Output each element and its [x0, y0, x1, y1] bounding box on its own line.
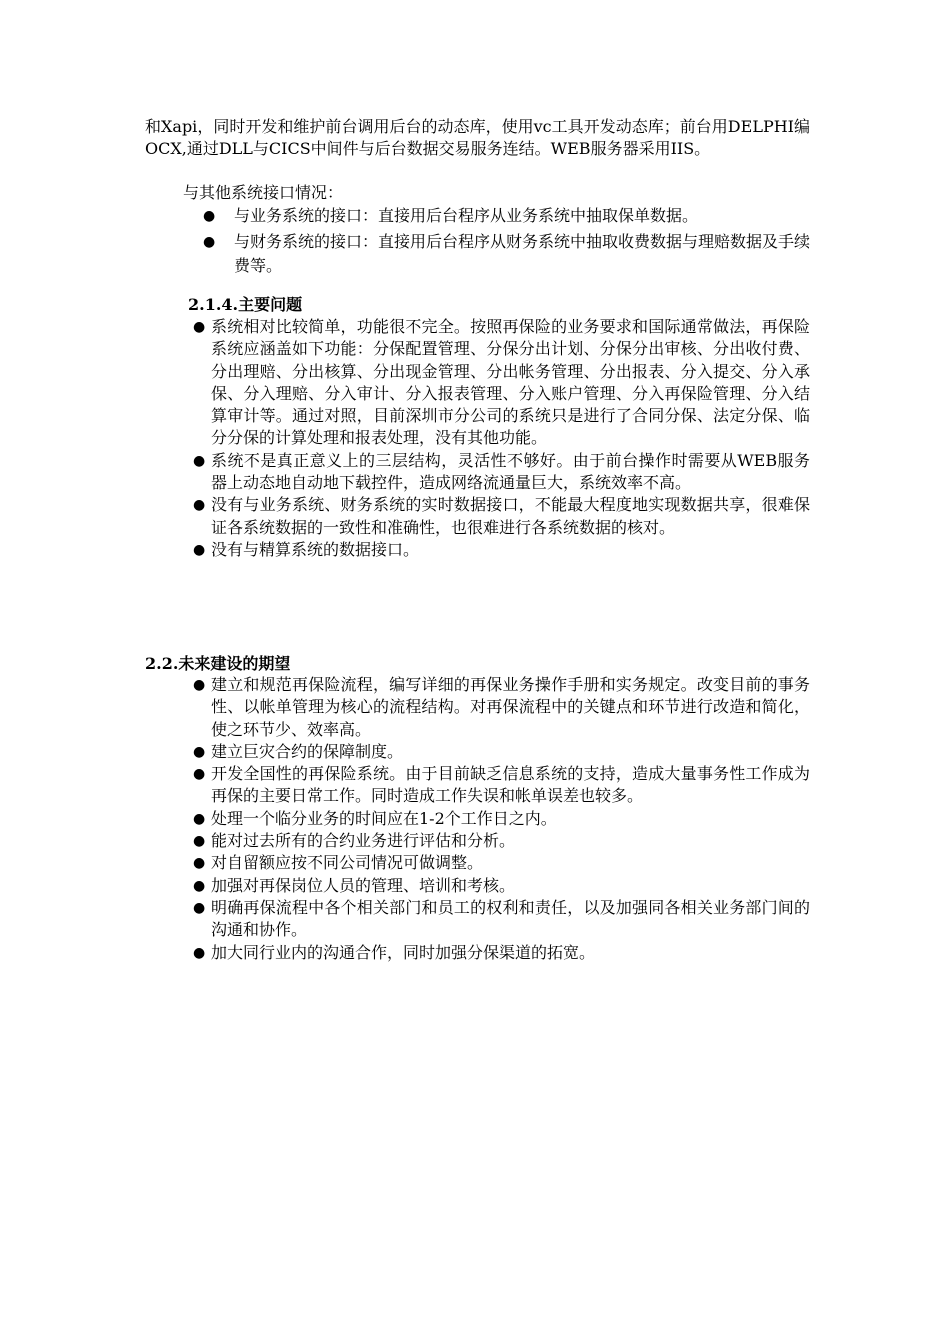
interfaces-intro: 与其他系统接口情况： — [183, 183, 344, 202]
list-item-text: 建立和规范再保险流程，编写详细的再保业务操作手册和实务规定。改变目前的事务性、以帐单管理为核心的流程结构。对再保流程中的关键点和环节进行改造和简化，使之环节少、效率高。 — [211, 675, 810, 739]
list-item — [200, 204, 810, 228]
section-heading-main-problems: 2.1.4.主要问题 — [188, 295, 303, 314]
list-item-text: 处理一个临分业务的时间应在1-2个工作日之内。 — [211, 808, 557, 828]
bullet-icon: ● — [193, 677, 206, 693]
list-item — [193, 942, 810, 964]
list-item-text: 开发全国性的再保险系统。由于目前缺乏信息系统的支持，造成大量事务性工作成为再保的主要日常工作。同时造成工作失误和帐单误差也较多。 — [211, 764, 810, 806]
list-item-text: 没有与业务系统、财务系统的实时数据接口，不能最大程度地实现数据共享，很难保证各系统数据的一致性和准确性，也很难进行各系统数据的核对。 — [211, 495, 810, 537]
list-item-text: 对自留额应按不同公司情况可做调整。 — [211, 853, 484, 873]
list-item — [193, 897, 810, 942]
list-item-text: 加强对再保岗位人员的管理、培训和考核。 — [211, 875, 516, 895]
bullet-icon: ● — [193, 877, 206, 894]
bullet-icon: ● — [193, 855, 206, 872]
list-item-text: 建立巨灾合约的保障制度。 — [211, 741, 404, 761]
bullet-icon: ● — [203, 234, 216, 250]
bullet-icon: ● — [193, 766, 206, 783]
body-paragraph: 和Xapi，同时开发和维护前台调用后台的动态库，使用vc工具开发动态库；前台用DELPHI编OCX,通过DLL与CICS中间件与后台数据交易服务连结。WEB服务器采用IIS。 — [145, 117, 810, 158]
list-item — [193, 539, 810, 561]
list-item-text: 加大同行业内的沟通合作，同时加强分保渠道的拓宽。 — [211, 942, 596, 962]
list-item — [193, 741, 810, 763]
list-item — [193, 852, 810, 874]
list-item — [193, 494, 810, 539]
list-item — [200, 230, 810, 278]
list-item-text: 与业务系统的接口：直接用后台程序从业务系统中抽取保单数据。 — [234, 206, 699, 225]
list-item — [193, 808, 810, 830]
list-item — [193, 875, 810, 897]
bullet-icon: ● — [193, 810, 206, 827]
bullet-icon: ● — [193, 319, 206, 335]
list-item-text: 与财务系统的接口：直接用后台程序从财务系统中抽取收费数据与理赔数据及手续费等。 — [234, 232, 811, 275]
list-item — [193, 674, 810, 741]
bullet-icon: ● — [203, 208, 216, 224]
section-heading-future-expectations: 2.2.未来建设的期望 — [145, 654, 291, 673]
bullet-icon: ● — [193, 743, 206, 760]
list-item — [193, 316, 810, 450]
bullet-icon: ● — [193, 497, 206, 514]
interfaces-list — [200, 204, 810, 280]
list-item-text: 没有与精算系统的数据接口。 — [211, 539, 420, 559]
bullet-icon: ● — [193, 833, 206, 850]
bullet-icon: ● — [193, 452, 206, 469]
bullet-icon: ● — [193, 541, 206, 558]
list-item-text: 明确再保流程中各个相关部门和员工的权利和责任，以及加强同各相关业务部门间的沟通和协作。 — [211, 897, 810, 940]
bullet-icon: ● — [193, 944, 206, 961]
future-expectations-list — [193, 674, 810, 964]
list-item — [193, 830, 810, 852]
bullet-icon: ● — [193, 899, 206, 916]
main-problems-list — [193, 316, 810, 561]
list-item-text: 系统不是真正意义上的三层结构，灵活性不够好。由于前台操作时需要从WEB服务器上动态地自动地下载控件，造成网络流通量巨大，系统效率不高。 — [211, 450, 810, 493]
list-item-text: 能对过去所有的合约业务进行评估和分析。 — [211, 831, 516, 851]
list-item — [193, 450, 810, 495]
list-item-text: 系统相对比较简单，功能很不完全。按照再保险的业务要求和国际通常做法，再保险系统应涵盖如下功能：分保配置管理、分保分出计划、分保分出审核、分出收付费、分出理赔、分出核算、分出现金管理、分出帐务管理、分出报表、分入提交、分入承保、分入理赔、分入审计、分入报表管理、分入账户管理、分入再保险管理、分入结算审计等。通过对照，目前深圳市分公司的系统只是进行了合同分保、法定分保、临分分保的计算处理和报表处理，没有其他功能。 — [211, 317, 810, 448]
list-item — [193, 763, 810, 808]
